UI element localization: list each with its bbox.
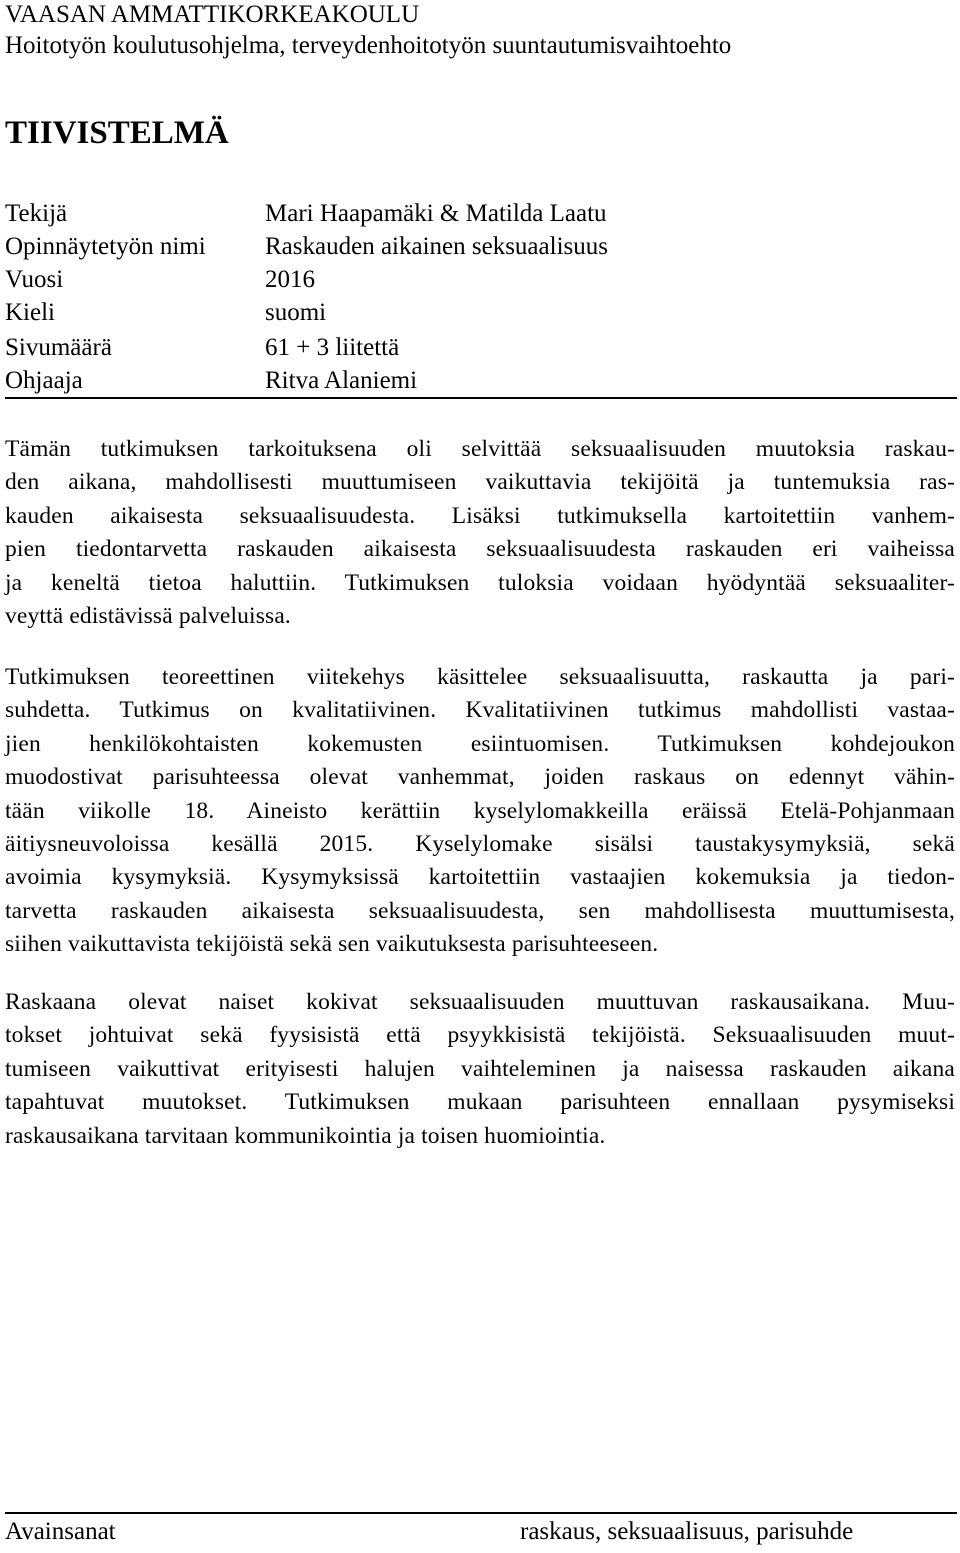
text-line: tokset johtuivat sekä fyysisistä että psyykkisistä tekijöistä. Seksuaalisuuden muut- xyxy=(5,1022,955,1049)
institution-name: VAASAN AMMATTIKORKEAKOULU xyxy=(5,1,420,28)
page-title: TIIVISTELMÄ xyxy=(5,115,229,151)
abstract-paragraph-1 xyxy=(5,433,955,633)
abstract-paragraph-3 xyxy=(5,986,955,1153)
text-line: siihen vaikuttavista tekijöistä sekä sen vaikutuksesta parisuhteeseen. xyxy=(5,931,659,958)
text-line: avoimia kysymyksiä. Kysymyksissä kartoitettiin vastaajien kokemuksia ja tiedon- xyxy=(5,864,955,891)
text-line: tään viikolle 18. Aineisto kerättiin kyselylomakkeilla eräissä Etelä-Pohjanmaan xyxy=(5,797,955,824)
meta-value: suomi xyxy=(265,299,327,326)
text-line: veyttä edistävissä palveluissa. xyxy=(5,602,291,629)
text-line: suhdetta. Tutkimus on kvalitatiivinen. Kvalitatiivinen tutkimus mahdollisti vastaa- xyxy=(5,697,955,724)
meta-row-year xyxy=(0,264,960,296)
text-line: äitiysneuvoloissa kesällä 2015. Kyselylomake sisälsi taustakysymyksiä, sekä xyxy=(5,830,955,857)
text-line: Tutkimuksen teoreettinen viitekehys käsittelee seksuaalisuutta, raskautta ja pari- xyxy=(5,664,955,690)
meta-row-pages xyxy=(0,332,960,364)
meta-row-thesis-title xyxy=(0,231,960,263)
keywords-divider xyxy=(5,1512,957,1514)
text-line: pien tiedontarvetta raskauden aikaisesta seksuaalisuudesta raskauden eri vaiheissa xyxy=(5,536,955,563)
meta-value: Raskauden aikainen seksuaalisuus xyxy=(265,233,608,260)
text-line: jien henkilökohtaisten kokemusten esiintuomisen. Tutkimuksen kohdejoukon xyxy=(5,730,955,757)
text-line: Tämän tutkimuksen tarkoituksena oli selvittää seksuaalisuuden muutoksia raskau- xyxy=(5,436,955,462)
meta-divider xyxy=(5,397,957,399)
text-line: muodostivat parisuhteessa olevat vanhemmat, joiden raskaus on edennyt vähin- xyxy=(5,764,955,791)
meta-value: 2016 xyxy=(265,266,315,293)
meta-row-author xyxy=(0,198,960,230)
text-line: Raskaana olevat naiset kokivat seksuaalisuuden muuttuvan raskausaikana. Muu- xyxy=(5,989,955,1015)
text-line: raskausaikana tarvitaan kommunikointia ja toisen huomiointia. xyxy=(5,1122,606,1149)
meta-value: 61 + 3 liitettä xyxy=(265,334,400,361)
keywords-value: raskaus, seksuaalisuus, parisuhde xyxy=(520,1518,854,1545)
meta-label: Opinnäytetyön nimi xyxy=(5,233,206,260)
keywords-label: Avainsanat xyxy=(5,1518,116,1545)
meta-label: Tekijä xyxy=(5,200,68,227)
text-line: tarvetta raskauden aikaisesta seksuaalisuudesta, sen mahdollisesta muuttumisesta, xyxy=(5,897,955,924)
text-line: kauden aikaisesta seksuaalisuudesta. Lisäksi tutkimuksella kartoitettiin vanhem- xyxy=(5,502,955,529)
text-line: tumiseen vaikuttivat erityisesti halujen vaihteleminen ja naisessa raskauden aikana xyxy=(5,1055,955,1082)
text-line: ja keneltä tietoa haluttiin. Tutkimuksen tuloksia voidaan hyödyntää seksuaaliter- xyxy=(5,569,955,596)
meta-label: Sivumäärä xyxy=(5,334,112,361)
meta-label: Ohjaaja xyxy=(5,367,83,394)
programme-name: Hoitotyön koulutusohjelma, terveydenhoitotyön suuntautumisvaihtoehto xyxy=(5,32,732,59)
meta-label: Vuosi xyxy=(5,266,64,293)
meta-row-language xyxy=(0,297,960,329)
text-line: den aikana, mahdollisesti muuttumiseen vaikuttavia tekijöitä ja tuntemuksia ras- xyxy=(5,469,955,496)
abstract-paragraph-2 xyxy=(5,661,955,962)
meta-value: Mari Haapamäki & Matilda Laatu xyxy=(265,200,607,227)
meta-label: Kieli xyxy=(5,299,55,326)
meta-row-supervisor xyxy=(0,365,960,397)
meta-value: Ritva Alaniemi xyxy=(265,367,418,394)
text-line: tapahtuvat muutokset. Tutkimuksen mukaan parisuhteen ennallaan pysymiseksi xyxy=(5,1089,955,1116)
